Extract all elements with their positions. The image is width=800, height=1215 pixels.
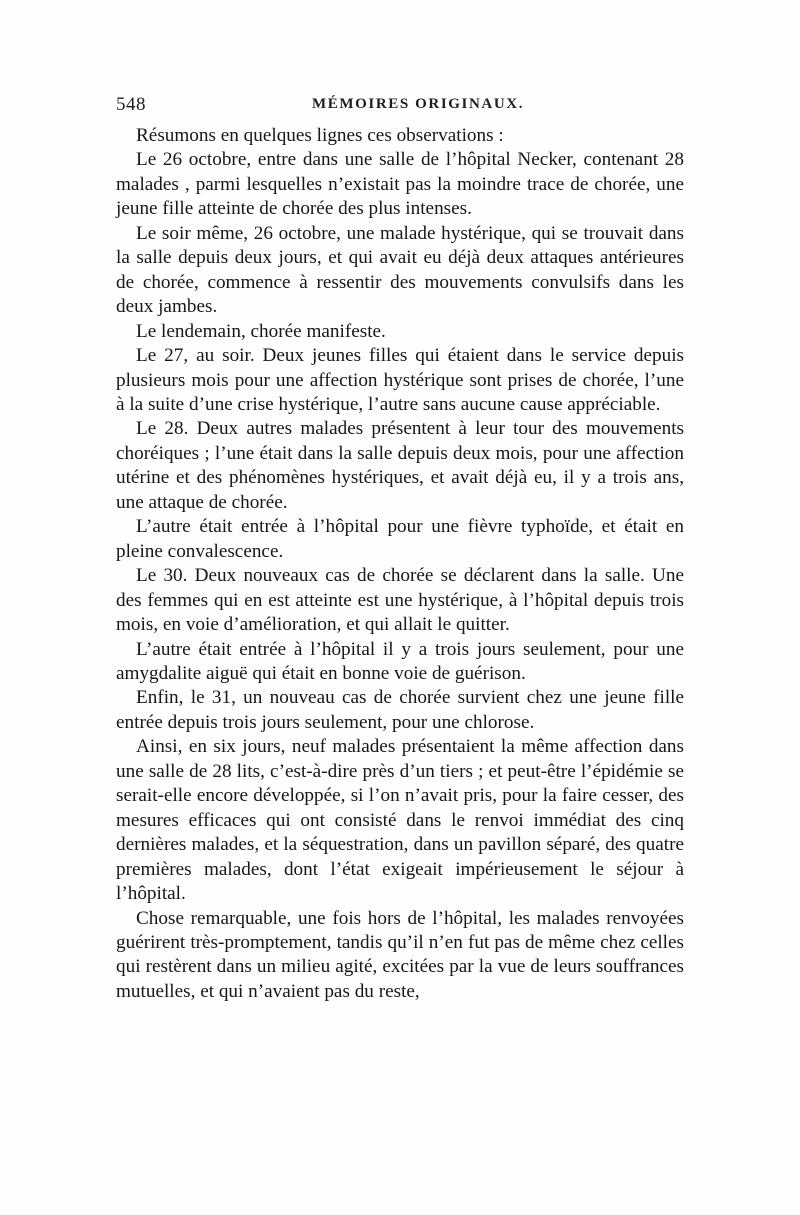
paragraph-oct-27: Le 27, au soir. Deux jeunes filles qui étaient dans le service depuis plusieurs mois pour une affection hystérique sont prises de chorée, l’une à la suite d’une crise hystérique, l’autre sans aucune cause appréciable. xyxy=(116,345,684,415)
paragraph-next-day: Le lendemain, chorée manifeste. xyxy=(136,320,386,342)
paragraph-oct-30-other: L’autre était entrée à l’hôpital il y a trois jours seulement, pour une amygdalite aiguë qui était en bonne voie de guérison. xyxy=(116,638,684,684)
paragraph-oct-26-admission: Le 26 octobre, entre dans une salle de l’hôpital Necker, contenant 28 malades , parmi lesquelles n’existait pas la moindre trace de chorée, une jeune fille atteinte de chorée des plus intenses. xyxy=(116,149,684,220)
paragraph-oct-28-other: L’autre était entrée à l’hôpital pour une fièvre typhoïde, et était en pleine convalescence. xyxy=(116,516,684,562)
paragraph-summary-intro: Résumons en quelques lignes ces observations : xyxy=(136,125,504,146)
paragraph-oct-26-evening: Le soir même, 26 octobre, une malade hystérique, qui se trouvait dans la salle depuis deux jours, et qui avait eu déjà deux attaques antérieures de chorée, commence à ressentir des mouvements convulsifs dans les deux jambes. xyxy=(116,222,684,318)
paragraph-oct-31: Enfin, le 31, un nouveau cas de chorée survient chez une jeune fille entrée depuis trois jours seulement, pour une chlorose. xyxy=(116,687,684,733)
running-title: MÉMOIRES ORIGINAUX. xyxy=(312,96,525,112)
body-text xyxy=(116,124,684,1004)
paragraph-remarkable: Chose remarquable, une fois hors de l’hôpital, les malades renvoyées guérirent très-promptement, tandis qu’il n’en fut pas de même chez celles qui restèrent dans un milieu agité, excitées par la vue de leurs souffrances mutuelles, et qui n’avaient pas du reste, xyxy=(116,907,684,1002)
paragraph-summary-six-days: Ainsi, en six jours, neuf malades présentaient la même affection dans une salle de 28 lits, c’est-à-dire près d’un tiers ; et peut-être l’épidémie se serait-elle encore développée, si l’on n’avait pris, pour la faire cesser, des mesures efficaces qui ont consisté dans le renvoi immédiat des cinq dernières malades, et la séquestration, dans un pavillon séparé, des quatre premières malades, dont l’état exigeait impérieusement le séjour à l’hôpital. xyxy=(116,736,684,905)
page-number: 548 xyxy=(116,94,146,115)
page-header xyxy=(116,94,682,118)
paragraph-oct-30: Le 30. Deux nouveaux cas de chorée se déclarent dans la salle. Une des femmes qui en est atteinte est une hystérique, à l’hôpital depuis trois mois, en voie d’amélioration, et qui allait le quitter. xyxy=(116,565,684,636)
paragraph-oct-28: Le 28. Deux autres malades présentent à leur tour des mouvements choréiques ; l’une était dans la salle depuis deux mois, pour une affection utérine et des phénomènes hystériques, et avait déjà eu, il y a trois ans, une attaque de chorée. xyxy=(116,418,684,513)
